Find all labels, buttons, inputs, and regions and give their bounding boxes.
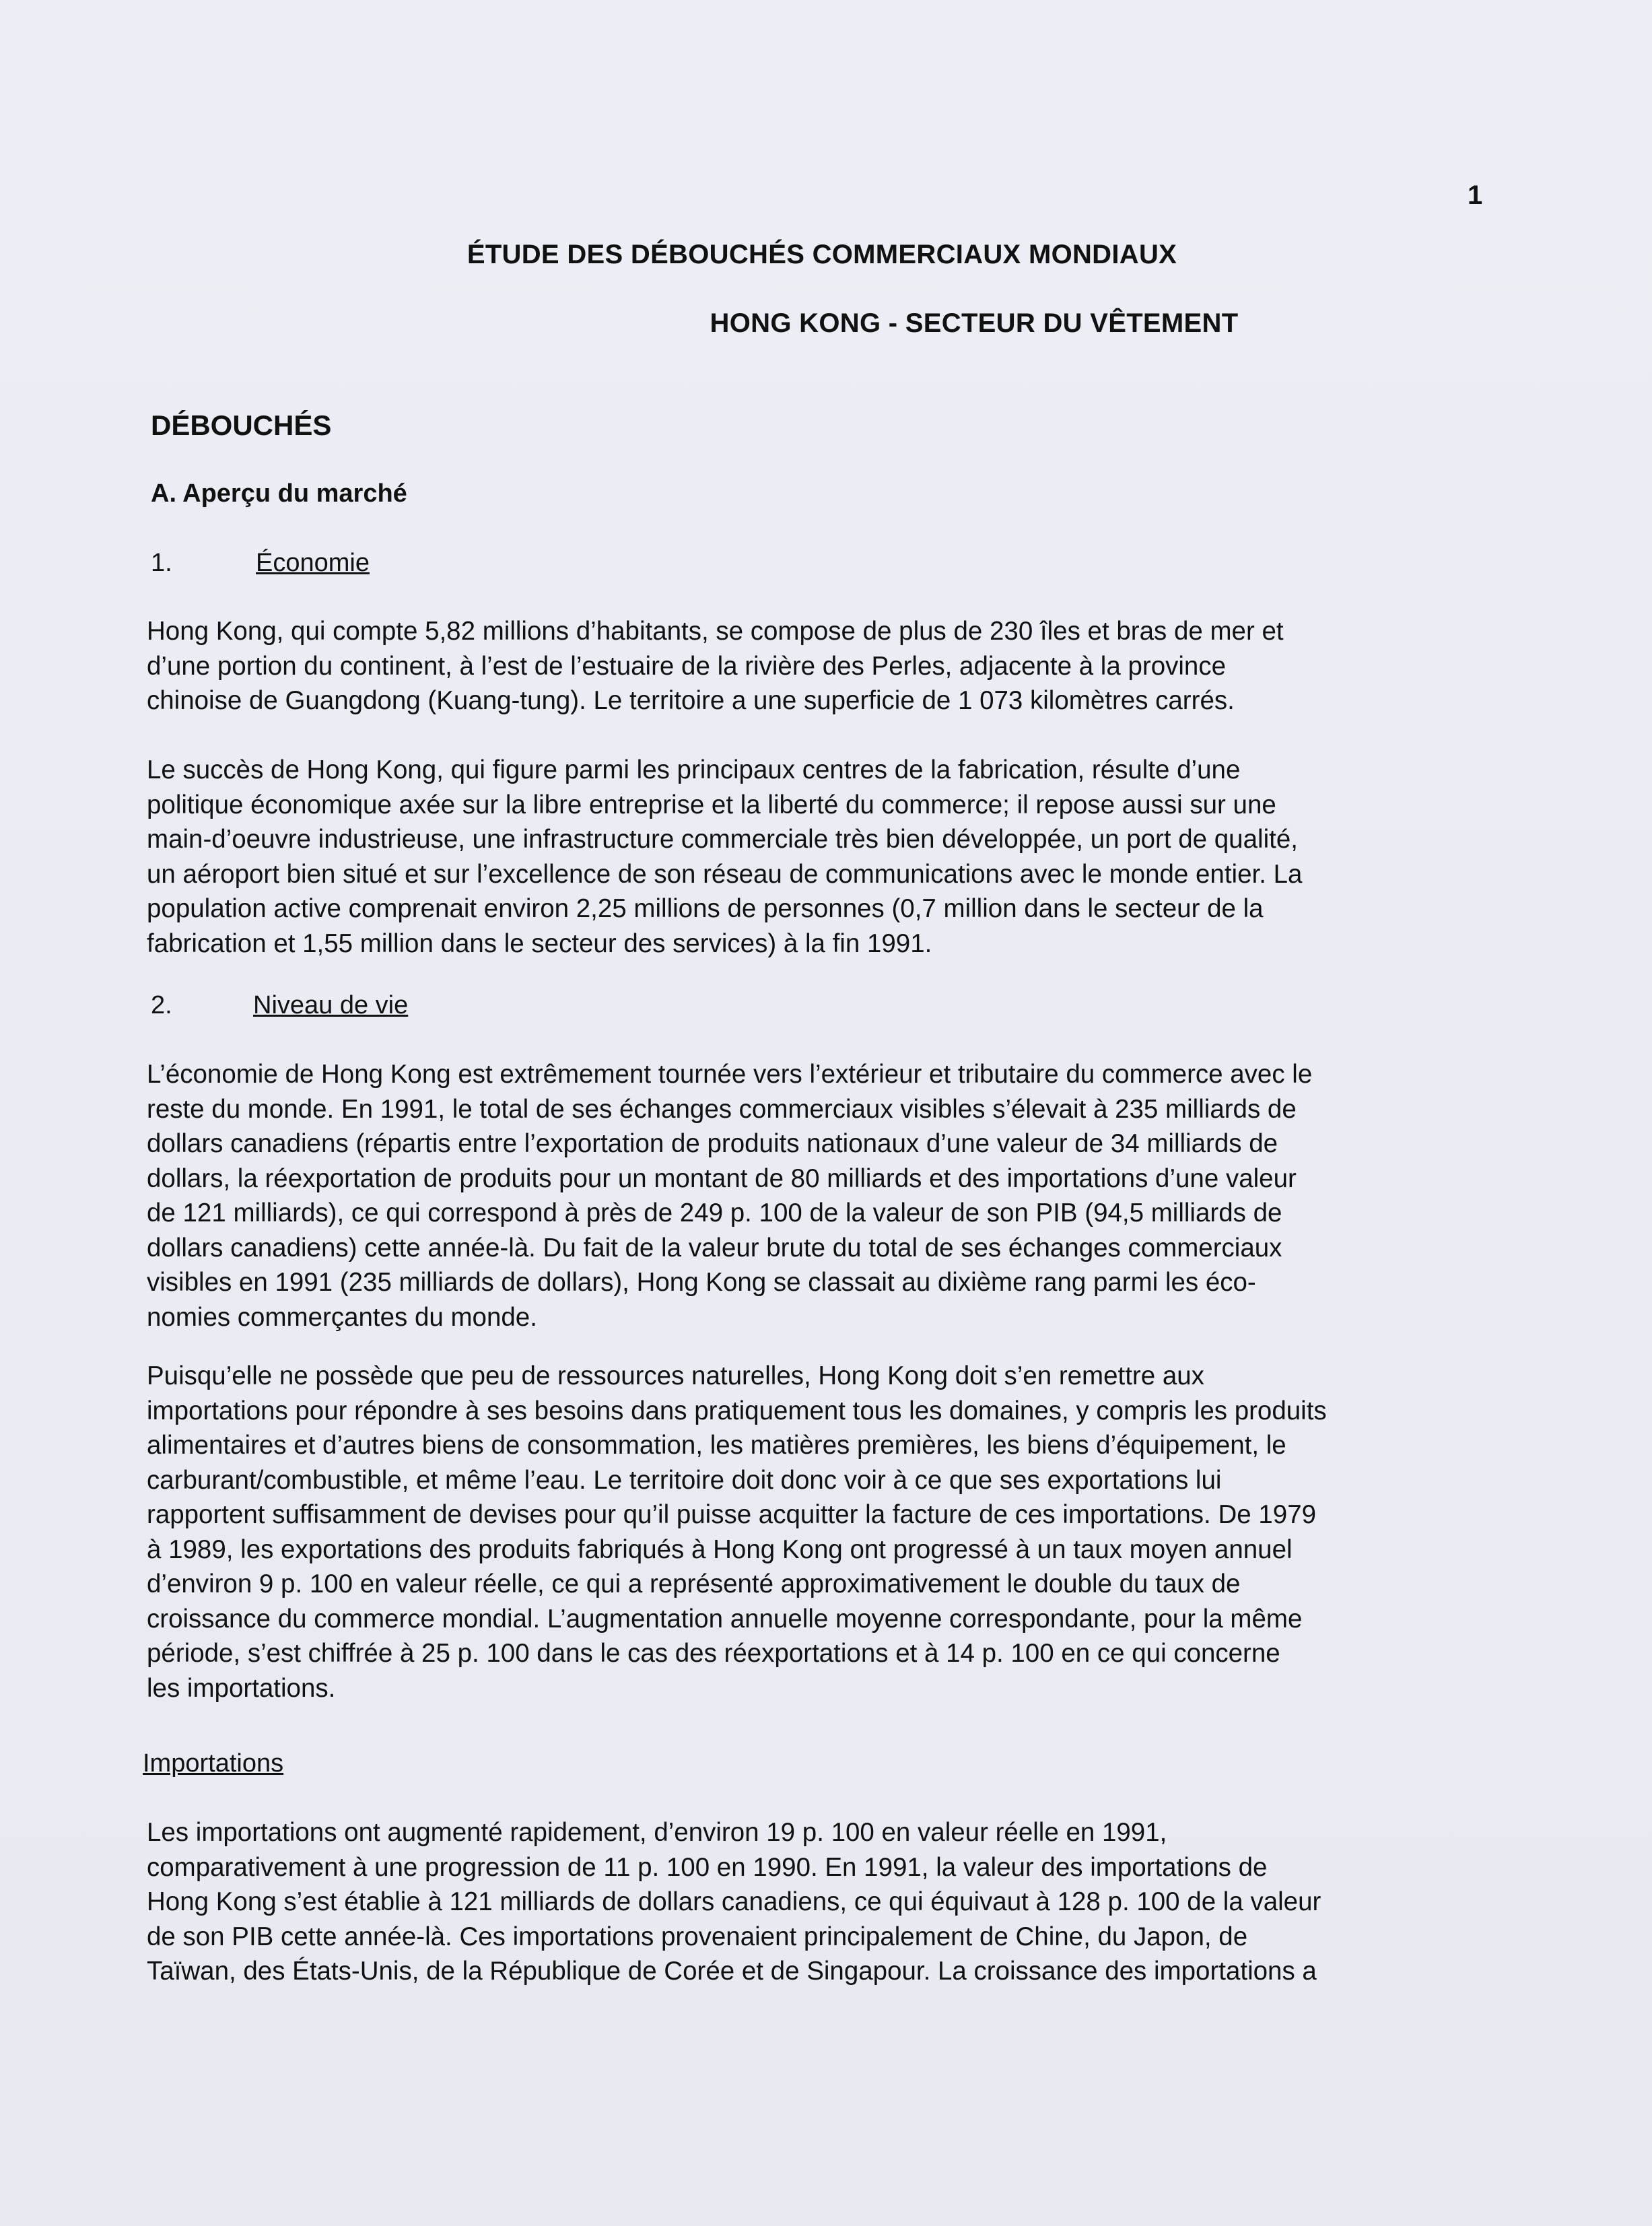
text-line: période, s’est chiffrée à 25 p. 100 dans le cas des réexportations et à 14 p. 100 en ce qui concerne: [147, 1639, 1280, 1668]
text-line: importations pour répondre à ses besoins dans pratiquement tous les domaines, y compris les produits: [147, 1396, 1327, 1425]
text-line: d’environ 9 p. 100 en valeur réelle, ce qui a représenté approximativement le double du taux de: [147, 1570, 1241, 1598]
text-line: Taïwan, des États-Unis, de la République de Corée et de Singapour. La croissance des importations a: [147, 1957, 1317, 1986]
text-line: à 1989, les exportations des produits fabriqués à Hong Kong ont progressé à un taux moyen annuel: [147, 1534, 1293, 1564]
text-line: dollars, la réexportation de produits pour un montant de 80 milliards et des importations d’une valeur: [147, 1163, 1297, 1193]
text-line: fabrication et 1,55 million dans le secteur des services) à la fin 1991.: [147, 929, 932, 958]
document-subtitle: HONG KONG - SECTEUR DU VÊTEMENT: [710, 308, 1239, 338]
text-line: alimentaires et d’autres biens de consommation, les matières premières, les biens d’équipement, le: [147, 1431, 1286, 1460]
text-line: Les importations ont augmenté rapidement, d’environ 19 p. 100 en valeur réelle en 1991,: [147, 1818, 1167, 1847]
text-line: un aéroport bien situé et sur l’excellence de son réseau de communications avec le monde entier. La: [147, 859, 1303, 889]
text-line: Puisqu’elle ne possède que peu de ressources naturelles, Hong Kong doit s’en remettre aux: [147, 1361, 1204, 1390]
paragraph: [147, 1815, 1477, 1989]
text-line: politique économique axée sur la libre entreprise et la liberté du commerce; il repose aussi sur une: [147, 790, 1276, 819]
text-line: carburant/combustible, et même l’eau. Le territoire doit donc voir à ce que ses exportations lui: [147, 1465, 1222, 1495]
text-line: nomies commerçantes du monde.: [147, 1302, 537, 1332]
text-line: croissance du commerce mondial. L’augmentation annuelle moyenne correspondante, pour la même: [147, 1604, 1303, 1633]
text-line: rapportent suffisamment de devises pour qu’il puisse acquitter la facture de ces importations. De 1979: [147, 1500, 1317, 1529]
text-line: population active comprenait environ 2,25 millions de personnes (0,7 million dans le secteur de la: [147, 894, 1264, 923]
text-line: L’économie de Hong Kong est extrêmement tournée vers l’extérieur et tributaire du commerce avec le: [147, 1060, 1313, 1089]
section-heading: DÉBOUCHÉS: [151, 409, 332, 441]
text-line: visibles en 1991 (235 milliards de dollars), Hong Kong se classait au dixième rang parmi les éco-: [147, 1268, 1256, 1297]
section-1-number: 1.: [151, 549, 172, 577]
text-line: main-d’oeuvre industrieuse, une infrastructure commerciale très bien développée, un port de qualité,: [147, 825, 1298, 854]
text-line: Hong Kong, qui compte 5,82 millions d’habitants, se compose de plus de 230 îles et bras de mer et: [147, 617, 1284, 646]
text-line: les importations.: [147, 1673, 336, 1703]
section-2-number: 2.: [151, 991, 172, 1019]
section-2-label: Niveau de vie: [253, 991, 409, 1019]
paragraph: [147, 614, 1477, 718]
subsection-heading: A. Aperçu du marché: [151, 479, 407, 508]
text-line: Hong Kong s’est établie à 121 milliards de dollars canadiens, ce qui équivaut à 128 p. 100 de la valeur: [147, 1887, 1321, 1916]
paragraph: [147, 753, 1477, 961]
text-line: Le succès de Hong Kong, qui figure parmi les principaux centres de la fabrication, résulte d’une: [147, 755, 1241, 784]
text-line: d’une portion du continent, à l’est de l’estuaire de la rivière des Perles, adjacente à la province: [147, 651, 1226, 681]
text-line: de son PIB cette année-là. Ces importations provenaient principalement de Chine, du Japon, de: [147, 1922, 1248, 1951]
text-line: de 121 milliards), ce qui correspond à près de 249 p. 100 de la valeur de son PIB (94,5 milliards de: [147, 1199, 1282, 1227]
document-title: ÉTUDE DES DÉBOUCHÉS COMMERCIAUX MONDIAUX: [467, 240, 1177, 269]
paragraph: [147, 1359, 1477, 1706]
page-number: 1: [1468, 180, 1483, 210]
text-line: reste du monde. En 1991, le total de ses échanges commerciaux visibles s’élevait à 235 milliards de: [147, 1094, 1297, 1124]
section-1-label: Économie: [256, 549, 370, 577]
text-line: chinoise de Guangdong (Kuang-tung). Le territoire a une superficie de 1 073 kilomètres carrés.: [147, 686, 1235, 715]
text-line: comparativement à une progression de 11 p. 100 en 1990. En 1991, la valeur des importations de: [147, 1852, 1268, 1882]
paragraph: [147, 1057, 1477, 1335]
importations-heading: Importations: [143, 1749, 284, 1778]
text-line: dollars canadiens) cette année-là. Du fait de la valeur brute du total de ses échanges commerciaux: [147, 1233, 1282, 1262]
text-line: dollars canadiens (répartis entre l’exportation de produits nationaux d’une valeur de 34 milliards de: [147, 1129, 1278, 1158]
